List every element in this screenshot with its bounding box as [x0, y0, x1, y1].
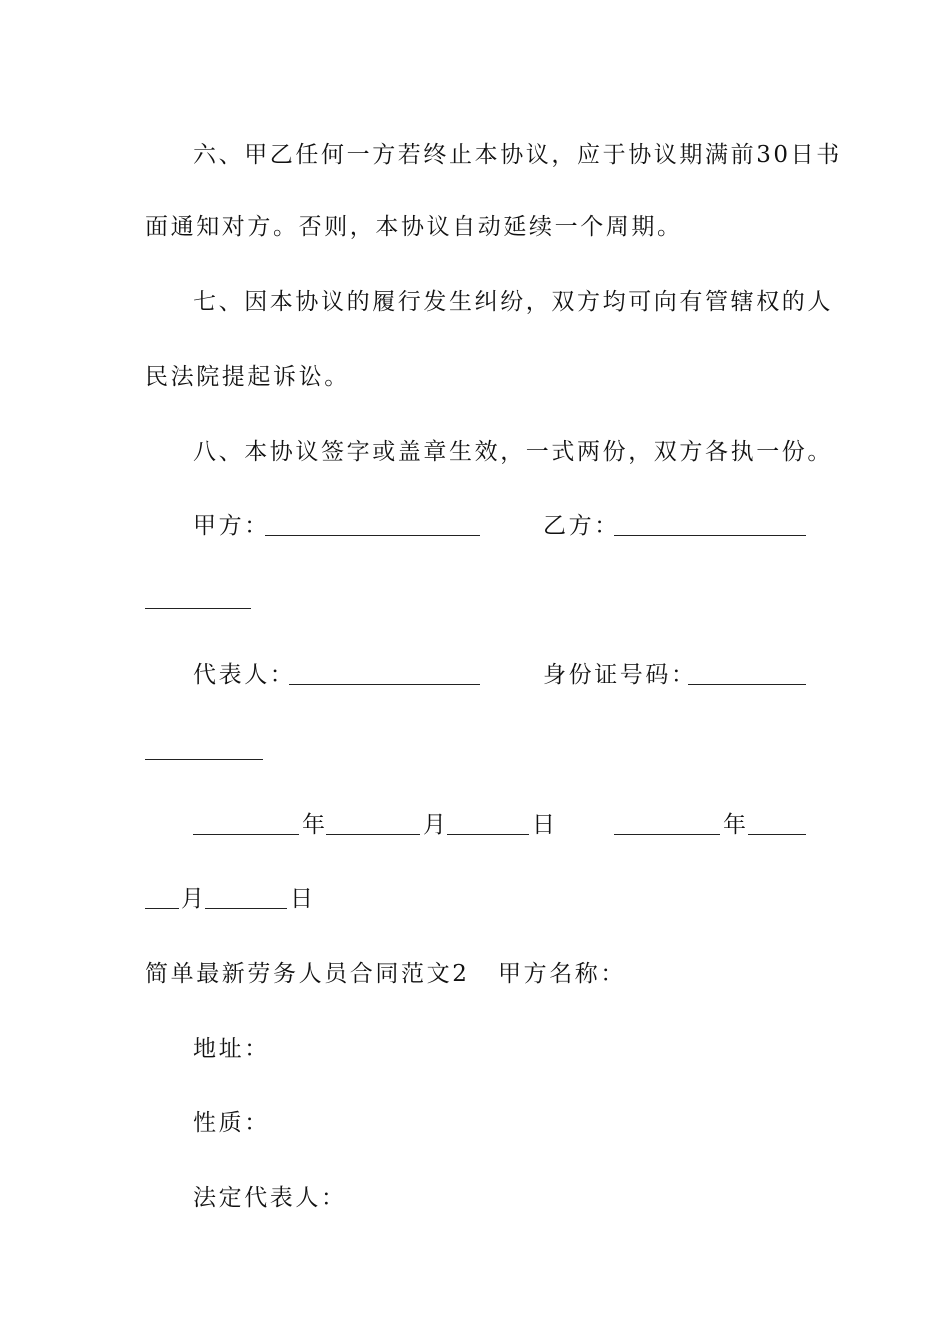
clause-seven-line1: 七、因本协议的履行发生纠纷，双方均可向有管辖权的人: [193, 289, 833, 315]
address-label: 地址：: [193, 1036, 270, 1062]
id-number-blank-cont: [145, 758, 263, 760]
id-number-label: 身份证号码：: [543, 662, 697, 688]
date-a-month-label: 月: [423, 812, 449, 838]
second-contract-title: 简单最新劳务人员合同范文2: [145, 961, 470, 987]
party-a-name-label: 甲方名称：: [498, 961, 626, 987]
date-b-year-label: 年: [723, 812, 749, 838]
date-a-day-label: 日: [532, 812, 558, 838]
clause-six-line2: 面通知对方。否则，本协议自动延续一个周期。: [145, 214, 683, 240]
date-a-day-blank: [447, 833, 529, 835]
nature-label: 性质：: [193, 1110, 270, 1136]
date-b-month-blank-cont: [145, 907, 179, 909]
date-a-year-label: 年: [302, 812, 328, 838]
date-b-day-blank: [205, 907, 287, 909]
party-a-label: 甲方：: [193, 513, 270, 539]
date-b-day-label: 日: [290, 886, 316, 912]
id-number-blank: [688, 683, 806, 685]
legal-representative-label: 法定代表人：: [193, 1185, 347, 1211]
date-a-year-blank: [193, 833, 299, 835]
date-b-month-blank: [748, 833, 806, 835]
representative-blank: [289, 683, 480, 685]
date-b-month-label: 月: [181, 886, 207, 912]
representative-label: 代表人：: [193, 662, 296, 688]
date-b-year-blank: [614, 833, 720, 835]
party-a-blank: [265, 534, 480, 536]
clause-eight: 八、本协议签字或盖章生效，一式两份，双方各执一份。: [193, 439, 833, 465]
clause-seven-line2: 民法院提起诉讼。: [145, 364, 350, 390]
party-b-blank-cont: [145, 607, 251, 609]
party-b-blank: [614, 534, 806, 536]
date-a-month-blank: [326, 833, 420, 835]
party-b-label: 乙方：: [543, 513, 620, 539]
clause-six-line1: 六、甲乙任何一方若终止本协议，应于协议期满前30日书: [193, 142, 842, 168]
